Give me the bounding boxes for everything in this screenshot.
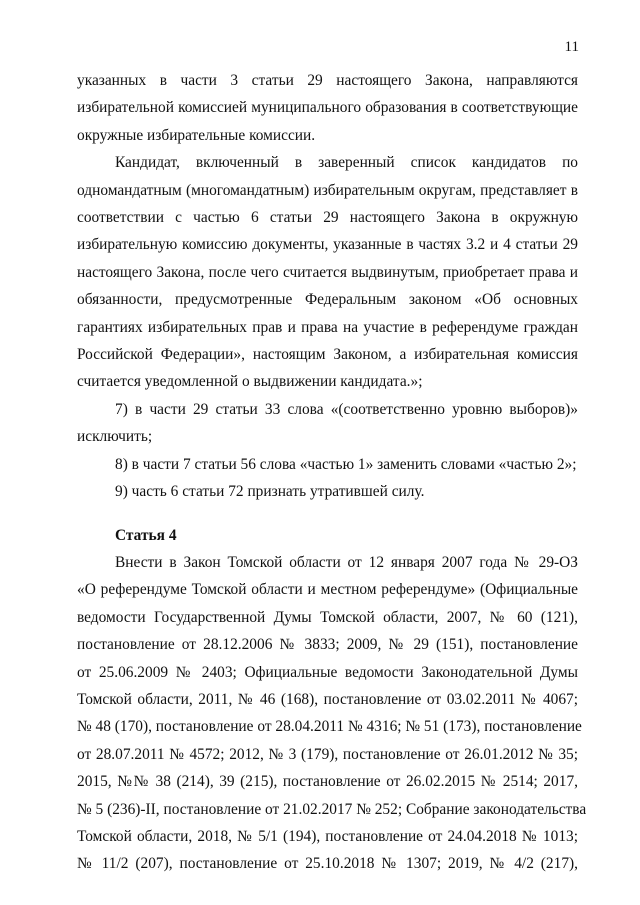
section-gap xyxy=(77,506,578,522)
paragraph-2 xyxy=(77,149,578,396)
text-line: настоящего Закона, после чего считается выдвинутым, приобретает права и xyxy=(77,263,578,281)
text-line: обязанности, предусмотренные Федеральным законом «Об основных xyxy=(77,291,578,309)
page-number: 11 xyxy=(564,39,579,55)
text-line: указанных в части 3 статьи 29 настоящего Закона, направляются xyxy=(77,72,578,89)
text-line: № 5 (236)-II, постановление от 21.02.2017 № 252; Собрание законодательства xyxy=(77,800,587,818)
article-heading xyxy=(77,522,578,549)
text-line: от 25.06.2009 № 2403; Официальные ведомости Законодательной Думы xyxy=(77,663,578,681)
paragraph-5 xyxy=(77,478,578,505)
text-line: от 28.07.2011 № 4572; 2012, № 3 (179), постановление от 26.01.2012 № 35; xyxy=(77,745,578,763)
paragraph-6 xyxy=(77,549,587,878)
text-line: одномандатным (многомандатным) избирательным округам, представляет в xyxy=(77,181,578,199)
text-line: гарантиях избирательных прав и права на участие в референдуме граждан xyxy=(77,318,578,336)
paragraph-4 xyxy=(77,451,578,478)
article-title: Статья 4 xyxy=(115,526,177,544)
text-line: окружные избирательные комиссии. xyxy=(77,126,316,144)
text-line: постановление от 28.12.2006 № 3833; 2009, № 29 (151), постановление xyxy=(77,636,578,654)
text-line: считается уведомленной о выдвижении кандидата.»; xyxy=(77,373,423,391)
text-line: «О референдуме Томской области и местном референдуме» (Официальные xyxy=(77,581,578,599)
text-line: ведомости Государственной Думы Томской области, 2007, № 60 (121), xyxy=(77,608,578,626)
text-line: № 48 (170), постановление от 28.04.2011 № 4316; № 51 (173), постановление xyxy=(77,718,582,736)
text-line: 7) в части 29 статьи 33 слова «(соответственно уровню выборов)» xyxy=(115,400,578,418)
text-line: Томской области, 2018, № 5/1 (194), постановление от 24.04.2018 № 1013; xyxy=(77,827,578,845)
paragraph-1 xyxy=(77,67,578,149)
text-line: Томской области, 2011, № 46 (168), постановление от 03.02.2011 № 4067; xyxy=(77,690,578,708)
paragraph-3 xyxy=(77,396,578,451)
text-line: 9) часть 6 статьи 72 признать утратившей силу. xyxy=(115,483,425,501)
text-line: № 11/2 (207), постановление от 25.10.2018 № 1307; 2019, № 4/2 (217), xyxy=(77,855,578,873)
text-line: избирательную комиссию документы, указанные в частях 3.2 и 4 статьи 29 xyxy=(77,236,578,254)
text-line: 2015, №№ 38 (214), 39 (215), постановление от 26.02.2015 № 2514; 2017, xyxy=(77,773,578,791)
text-line: Российской Федерации», настоящим Законом, а избирательная комиссия xyxy=(77,346,578,364)
text-line: Внести в Закон Томской области от 12 января 2007 года № 29-ОЗ xyxy=(115,553,578,571)
document-body xyxy=(77,67,587,878)
text-line: избирательной комиссией муниципального образования в соответствующие xyxy=(77,99,578,117)
text-line: соответствии с частью 6 статьи 29 настоящего Закона в окружную xyxy=(77,209,578,227)
text-line: 8) в части 7 статьи 56 слова «частью 1» заменить словами «частью 2»; xyxy=(115,455,577,473)
text-line: Кандидат, включенный в заверенный список кандидатов по xyxy=(115,154,578,172)
text-line: исключить; xyxy=(77,428,153,446)
